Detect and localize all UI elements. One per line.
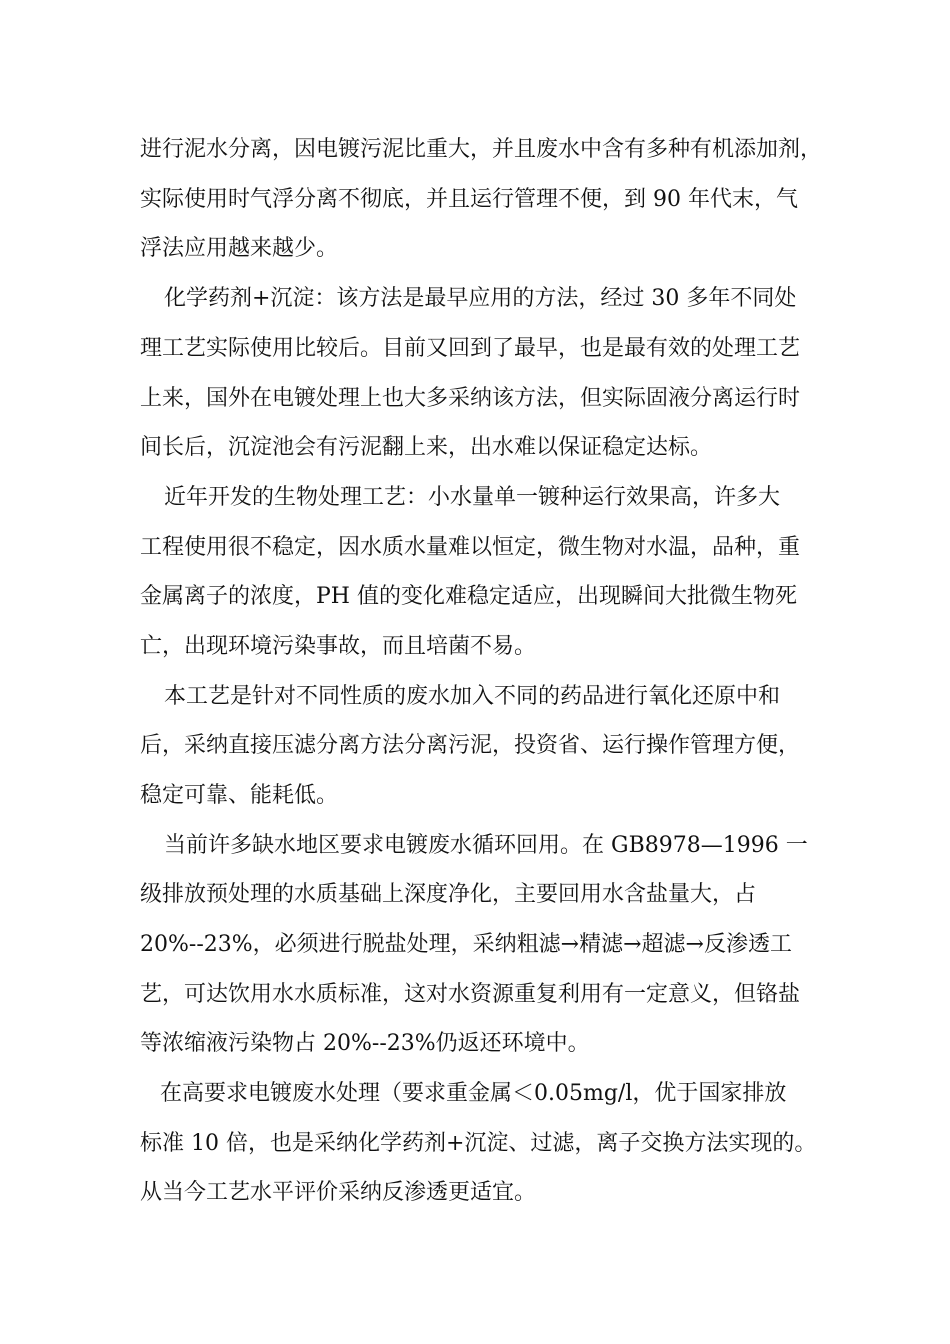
- text-line-15: 当前许多缺水地区要求电镀废水循环回用。在 GB8978—1996 一: [164, 833, 808, 858]
- text-line-3: 浮法应用越来越少。: [140, 236, 339, 261]
- text-line-18: 艺，可达饮用水水质标准，这对水资源重复利用有一定意义，但铬盐: [140, 982, 801, 1007]
- text-line-4: 化学药剂+沉淀：该方法是最早应用的方法，经过 30 多年不同处: [164, 286, 797, 311]
- text-line-9: 工程使用很不稳定，因水质水量难以恒定，微生物对水温，品种，重: [140, 535, 801, 560]
- text-line-2: 实际使用时气浮分离不彻底，并且运行管理不便，到 90 年代末，气: [140, 187, 798, 212]
- text-line-16: 级排放预处理的水质基础上深度净化，主要回用水含盐量大，占: [140, 882, 757, 907]
- text-line-14: 稳定可靠、能耗低。: [140, 783, 339, 808]
- text-line-11: 亡，出现环境污染事故，而且培菌不易。: [140, 634, 537, 659]
- text-line-10: 金属离子的浓度，PH 值的变化难稳定适应，出现瞬间大批微生物死: [140, 584, 797, 609]
- text-line-7: 间长后，沉淀池会有污泥翻上来，出水难以保证稳定达标。: [140, 435, 713, 460]
- text-line-17: 20%--23%，必须进行脱盐处理，采纳粗滤→精滤→超滤→反渗透工: [140, 932, 792, 957]
- text-line-21: 标准 10 倍，也是采纳化学药剂+沉淀、过滤，离子交换方法实现的。: [140, 1131, 817, 1156]
- text-line-6: 上来，国外在电镀处理上也大多采纳该方法，但实际固液分离运行时: [140, 386, 801, 411]
- text-line-12: 本工艺是针对不同性质的废水加入不同的药品进行氧化还原中和: [164, 684, 781, 709]
- text-line-19: 等浓缩液污染物占 20%--23%仍返还环境中。: [140, 1031, 590, 1056]
- text-line-5: 理工艺实际使用比较后。目前又回到了最早，也是最有效的处理工艺: [140, 336, 801, 361]
- text-line-1: 进行泥水分离，因电镀污泥比重大，并且废水中含有多种有机添加剂，: [140, 137, 823, 162]
- text-line-8: 近年开发的生物处理工艺：小水量单一镀种运行效果高，许多大: [164, 485, 781, 510]
- text-line-13: 后，采纳直接压滤分离方法分离污泥，投资省、运行操作管理方便，: [140, 733, 801, 758]
- text-line-22: 从当今工艺水平评价采纳反渗透更适宜。: [140, 1180, 537, 1205]
- text-line-20: 在高要求电镀废水处理（要求重金属＜0.05mg/l，优于国家排放: [160, 1081, 787, 1106]
